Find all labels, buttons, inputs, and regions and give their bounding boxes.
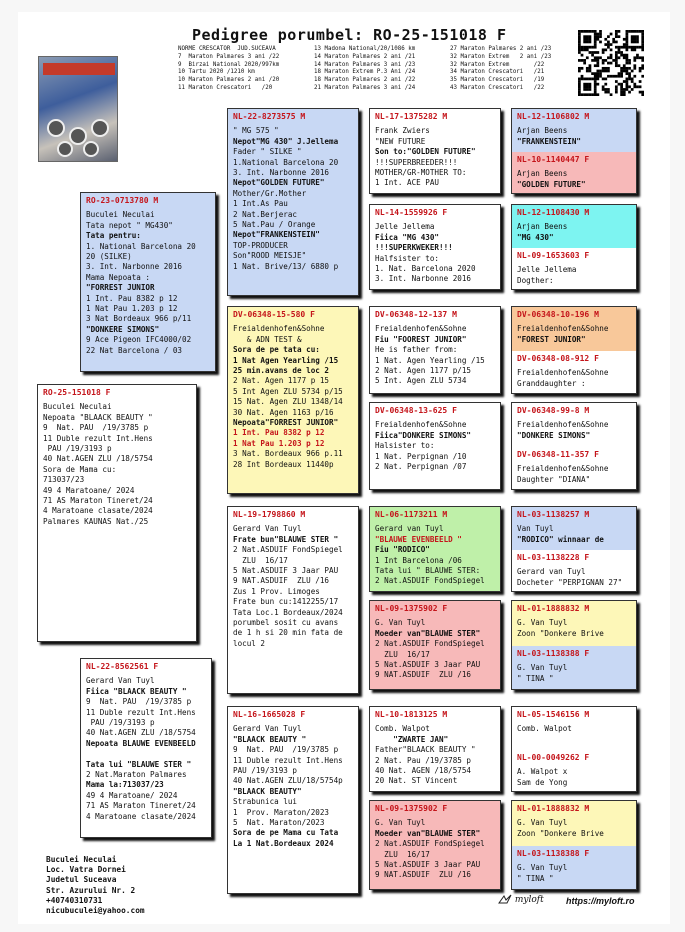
page-title: Pedigree porumbel: RO-25-151018 F bbox=[192, 26, 507, 44]
contact-line: Loc. Vatra Dornei bbox=[46, 865, 126, 875]
ring-number: DV-06348-11-357 F bbox=[517, 450, 599, 459]
pedigree-line: Fader " SILKE " bbox=[233, 147, 302, 157]
pedigree-line: Gerard van Tuyl bbox=[517, 567, 586, 577]
pedigree-line: Fiica "MG 430" bbox=[375, 232, 440, 242]
result-line: 11 Maraton Crescatori /20 bbox=[178, 84, 273, 91]
ggp-sire-card bbox=[512, 403, 636, 447]
pedigree-line: 9 Nat. PAU /19/3785 p bbox=[43, 423, 149, 433]
pedigree-line: Zoon "Donkere Brive bbox=[517, 828, 604, 838]
ggp-dam-card bbox=[512, 447, 636, 490]
pedigree-line: 1 Prov. Maraton/2023 bbox=[233, 807, 330, 817]
dam-sire-card bbox=[227, 506, 359, 694]
pedigree-line: PAU /19/3193 p bbox=[86, 718, 155, 728]
pedigree-line: 5 Nat.ASDUIF 3 Jaar PAU bbox=[233, 566, 339, 576]
contact-line: Buculei Neculai bbox=[46, 855, 117, 864]
result-line: 43 Maraton Crescatori /22 bbox=[450, 84, 545, 91]
pedigree-line: 20 Nat. ST Vincent bbox=[375, 776, 458, 786]
pedigree-line: 3 Nat Bordeaux 966 p/11 bbox=[86, 314, 192, 324]
pedigree-line: "GOLDEN FUTURE" bbox=[517, 179, 586, 189]
pedigree-line: Sora de Mama cu: bbox=[43, 464, 117, 474]
pedigree-line: Tata lui " BLAUWE STER: bbox=[375, 566, 481, 576]
pedigree-line: ZLU 16/17 bbox=[375, 849, 430, 859]
pedigree-line: Jelle Jellema bbox=[517, 265, 577, 275]
pedigree-line: 5 Nat.Pau / Orange bbox=[233, 220, 316, 230]
pedigree-line: " MG 575 " bbox=[233, 126, 279, 136]
ring-number: NL-16-1665028 F bbox=[233, 710, 306, 719]
pedigree-line: G. Van Tuyl bbox=[375, 618, 426, 628]
ggp-dam-card bbox=[512, 550, 636, 592]
result-line: NORME CRESCATOR JUD.SUCEAVA bbox=[178, 46, 276, 52]
pedigree-line: Freialdenhofen&Sohne bbox=[375, 324, 467, 334]
pedigree-line: G. Van Tuyl bbox=[517, 618, 568, 628]
pedigree-line: Palmares KAUNAS Nat./25 bbox=[43, 516, 149, 526]
pedigree-line: Tata pentru: bbox=[86, 231, 141, 241]
ring-number: NL-05-1546156 M bbox=[517, 710, 590, 719]
pedigree-line: Freialdenhofen&Sohne bbox=[517, 464, 609, 474]
result-line: 18 Maraton Palmares 2 ani /22 bbox=[314, 77, 416, 84]
sds-card bbox=[369, 306, 501, 394]
pedigree-line: 2 Nat.ASDUIF FondSpiegel bbox=[233, 545, 343, 555]
result-line: 10 Maraton Palmares 2 ani /20 bbox=[178, 77, 280, 84]
pedigree-line: "ZWARTE JAN" bbox=[375, 734, 449, 744]
pedigree-line: Van Tuyl bbox=[517, 524, 554, 534]
pedigree-line: 1. National Barcelona 20 bbox=[86, 241, 196, 251]
pedigree-line: 713037/23 bbox=[43, 475, 85, 485]
result-line: 21 Maraton Palmares 3 ani /24 bbox=[314, 84, 416, 91]
pedigree-line: 4 Maratoane clasate/2024 bbox=[86, 811, 196, 821]
pedigree-line: Son to:"GOLDEN FUTURE" bbox=[375, 147, 476, 157]
pedigree-line: Dogther: bbox=[517, 275, 554, 285]
ring-number: NL-10-1140447 F bbox=[517, 155, 590, 164]
ring-number: NL-09-1375902 F bbox=[375, 604, 448, 613]
pedigree-line: "BLAACK BEAUTY " bbox=[233, 734, 307, 744]
pedigree-line: Gerard Van Tuyl bbox=[86, 676, 155, 686]
ggp-dam-card bbox=[512, 750, 636, 792]
pedigree-line: 2 Nat.Maraton Palmares bbox=[86, 770, 187, 780]
pedigree-line: !!!SUPERBREEDER!!! bbox=[375, 157, 458, 167]
pedigree-line: Fiu "RODICO" bbox=[375, 545, 430, 555]
brand-logo-text: myloft bbox=[514, 895, 544, 905]
ggp-dam-card bbox=[512, 846, 636, 890]
ggp-sire-card bbox=[512, 205, 636, 248]
sss-card bbox=[369, 108, 501, 194]
ring-number: DV-06348-15-580 F bbox=[233, 310, 315, 319]
pedigree-line: Freialdenhofen&Sohne bbox=[375, 420, 467, 430]
pedigree-line: 9 NAT.ASDUIF ZLU /16 bbox=[375, 670, 472, 680]
pedigree-line: 3. Int. Narbonne 2016 bbox=[375, 274, 472, 284]
result-line: 14 Maraton Palmares 3 ani /23 bbox=[314, 61, 416, 68]
ggp-pair-5 bbox=[511, 506, 637, 592]
pedigree-line: 28 Int Bordeaux 11440p bbox=[233, 459, 334, 469]
sire-dam-card bbox=[227, 306, 359, 494]
pedigree-line: MOTHER/GR-MOTHER TO: bbox=[375, 168, 467, 178]
ring-number: NL-03-1138257 M bbox=[517, 510, 590, 519]
pedigree-line: Arjan Beens bbox=[517, 222, 568, 232]
pedigree-line: PAU /19/3193 p bbox=[43, 444, 112, 454]
result-line: 9 Birzai National 2020/997km bbox=[178, 61, 280, 68]
pedigree-line: Freialdenhofen&Sohne bbox=[233, 324, 325, 334]
dam-dam-card bbox=[227, 706, 359, 894]
pedigree-line: de 1 h si 20 min fata de bbox=[233, 628, 343, 638]
pedigree-line: Docheter "PERPIGNAN 27" bbox=[517, 577, 623, 587]
results-block bbox=[178, 46, 573, 91]
pedigree-line: Halsister to: bbox=[375, 441, 435, 451]
pedigree-line: 5 Nat.ASDUIF 3 Jaar PAU bbox=[375, 660, 481, 670]
pedigree-line: Nepot"GOLDEN FUTURE" bbox=[233, 178, 325, 188]
pedigree-line: 5 Int Agen ZLU 5734 p/15 bbox=[233, 386, 343, 396]
pedigree-line: Gerard Van Tuyl bbox=[233, 524, 302, 534]
pedigree-line: A. Walpot x bbox=[517, 767, 568, 777]
pedigree-line: 5 Nat.ASDUIF 3 Jaar PAU bbox=[375, 860, 481, 870]
pedigree-line: G. Van Tuyl bbox=[517, 863, 568, 873]
pedigree-line: Nepoata "BLAACK BEAUTY " bbox=[43, 412, 153, 422]
ring-number: DV-06348-99-8 M bbox=[517, 406, 590, 415]
pedigree-line: 40 Nat. AGEN /18/5754 bbox=[375, 766, 472, 776]
pedigree-line: 71 AS Maraton Tineret/24 bbox=[43, 496, 153, 506]
ring-number: DV-06348-10-196 M bbox=[517, 310, 599, 319]
pedigree-line: 30 Nat. Agen 1163 p/16 bbox=[233, 407, 334, 417]
pedigree-line: 2 Nat.ASDUIF FondSpiegel bbox=[375, 639, 485, 649]
pedigree-line: 1.National Barcelona 20 bbox=[233, 157, 339, 167]
pedigree-line: Comb. Walpot bbox=[375, 724, 430, 734]
pedigree-line: La 1 Nat.Bordeaux 2024 bbox=[233, 838, 334, 848]
ring-number: RO-23-0713780 M bbox=[86, 196, 159, 205]
pedigree-line: Nepoata BLAUWE EVENBEELD bbox=[86, 738, 196, 748]
pedigree-line: Arjan Beens bbox=[517, 126, 568, 136]
ring-number: NL-03-1138228 F bbox=[517, 553, 590, 562]
result-line: 10 Tartu 2020 /1210 km bbox=[178, 69, 255, 76]
pedigree-line: 1 Nat. Perpignan /10 bbox=[375, 451, 467, 461]
qr-code-icon bbox=[578, 30, 644, 96]
ggp-dam-card bbox=[512, 646, 636, 690]
pedigree-line: " TINA " bbox=[517, 673, 554, 683]
pedigree-line: 9 Nat. PAU /19/3785 p bbox=[233, 745, 339, 755]
pedigree-line: Fiica "BLAACK BEAUTY " bbox=[86, 686, 187, 696]
pedigree-line: 1 Int. Pau 8382 p 12 bbox=[233, 428, 325, 438]
pedigree-line: Jelle Jellema bbox=[375, 222, 435, 232]
pedigree-line: "FOREST JUNIOR" bbox=[517, 334, 586, 344]
dss-card bbox=[369, 506, 501, 592]
pedigree-line: Nepoata"FORREST JUNIOR" bbox=[233, 418, 339, 428]
ggp-dam-card bbox=[512, 248, 636, 290]
pedigree-line: Halfsister to: bbox=[375, 253, 440, 263]
pedigree-line: PAU /19/3193 p bbox=[233, 766, 298, 776]
pedigree-line: Frate bun cu:1412255/17 bbox=[233, 597, 339, 607]
pedigree-line: "DONKERE SIMONS" bbox=[86, 324, 160, 334]
pedigree-line: Sam de Yong bbox=[517, 777, 568, 787]
pedigree-line: 49 4 Maratoane/ 2024 bbox=[43, 485, 135, 495]
pedigree-line: "DONKERE SIMONS" bbox=[517, 430, 591, 440]
pedigree-line: & ADN TEST & bbox=[233, 334, 302, 344]
pedigree-line: 2 Nat. Agen 1177 p/15 bbox=[375, 366, 472, 376]
ring-number: NL-09-1653603 F bbox=[517, 251, 590, 260]
pedigree-line: Freialdenhofen&Sohne bbox=[517, 420, 609, 430]
pedigree-line: 40 Nat.AGEN ZLU /18/5754 bbox=[43, 454, 153, 464]
sdd-card bbox=[369, 402, 501, 490]
results-column-2 bbox=[314, 46, 415, 93]
loft-photo bbox=[38, 56, 118, 162]
pedigree-line: "BLAUWE EVENBEELD " bbox=[375, 534, 462, 544]
pedigree-line: 2 Nat.Berjerac bbox=[233, 209, 298, 219]
pedigree-line: Arjan Beens bbox=[517, 169, 568, 179]
ring-number: NL-17-1375282 M bbox=[375, 112, 448, 121]
pedigree-line: 1. Nat. Barcelona 2020 bbox=[375, 264, 476, 274]
pedigree-line: Gerard Van Tuyl bbox=[233, 724, 302, 734]
ring-number: DV-06348-12-137 M bbox=[375, 310, 457, 319]
ring-number: NL-09-1375902 F bbox=[375, 804, 448, 813]
breeder-contact bbox=[46, 855, 145, 916]
pedigree-line: 9 Ace Pigeon IFC4000/02 bbox=[86, 335, 192, 345]
pedigree-line: Moeder van"BLAUWE STER" bbox=[375, 628, 481, 638]
pedigree-line: Nepot"MG 430" J.Jellema bbox=[233, 136, 339, 146]
pedigree-line: TOP-PRODUCER bbox=[233, 240, 288, 250]
result-line: 27 Maraton Palmares 2 ani /23 bbox=[450, 46, 552, 52]
pedigree-line: Fiica"DONKERE SIMONS" bbox=[375, 430, 472, 440]
pedigree-line: " TINA " bbox=[517, 873, 554, 883]
pedigree-line: 20 (SILKE) bbox=[86, 252, 132, 262]
pedigree-line: Tata nepot " MG430" bbox=[86, 220, 173, 230]
pedigree-line: Strabunica lui bbox=[233, 797, 298, 807]
ggp-pair-3 bbox=[511, 306, 637, 394]
pedigree-line: 25 min.avans de loc 2 bbox=[233, 366, 330, 376]
pedigree-line: Granddaughter : bbox=[517, 378, 586, 388]
pedigree-line: 40 Nat.AGEN ZLU/18/5754p bbox=[233, 776, 343, 786]
pedigree-line: Gerard van Tuyl bbox=[375, 524, 444, 534]
pedigree-line: G. Van Tuyl bbox=[517, 818, 568, 828]
ssd-card bbox=[369, 204, 501, 290]
result-line: 18 Maraton Extrem P.3 Ani /24 bbox=[314, 69, 416, 76]
ggp-pair-7 bbox=[511, 706, 637, 792]
pedigree-line: 11 Duble rezult Int.Hens bbox=[233, 755, 343, 765]
pedigree-line: 1 Nat Pau 1.203 p 12 bbox=[86, 304, 178, 314]
result-line: 35 Maraton Crescatori /19 bbox=[450, 77, 545, 84]
pedigree-line: porumbel sosit cu avans bbox=[233, 618, 339, 628]
ring-number: NL-01-1888832 M bbox=[517, 804, 590, 813]
ring-number: NL-06-1173211 M bbox=[375, 510, 448, 519]
ring-number: NL-03-1138388 F bbox=[517, 849, 590, 858]
result-line: 13 Madona National/20/1086 km bbox=[314, 46, 416, 52]
pedigree-line: G. Van Tuyl bbox=[517, 663, 568, 673]
ring-number: DV-06348-08-912 F bbox=[517, 354, 599, 363]
sire-sire-card bbox=[227, 108, 359, 296]
pedigree-line: Frank Zwiers bbox=[375, 126, 430, 136]
ggp-sire-card bbox=[512, 307, 636, 351]
pedigree-line: 9 NAT.ASDUIF ZLU /16 bbox=[375, 870, 472, 880]
pedigree-line: Freialdenhofen&Sohne bbox=[517, 368, 609, 378]
ggp-sire-card bbox=[512, 109, 636, 152]
contact-line: nicubuculei@yahoo.com bbox=[46, 906, 145, 916]
pedigree-line: 2 Nat.ASDUIF FondSpiegel bbox=[375, 839, 485, 849]
ggp-sire-card bbox=[512, 707, 636, 750]
ring-number: NL-00-0049262 F bbox=[517, 753, 590, 762]
pedigree-line: 4 Maratoane clasate/2024 bbox=[43, 506, 153, 516]
pedigree-line bbox=[86, 749, 206, 759]
pedigree-line: Buculei Neculai bbox=[43, 402, 112, 412]
pedigree-line: 2 Nat.ASDUIF FondSpiegel bbox=[375, 576, 485, 586]
result-line: 32 Maraton Extrem 2 ani /23 bbox=[450, 53, 552, 60]
pedigree-line: 22 Nat Barcelona / 03 bbox=[86, 345, 183, 355]
result-line: 32 Maraton Extrem /22 bbox=[450, 61, 545, 68]
pedigree-line: locul 2 bbox=[233, 638, 266, 648]
pedigree-line: 1 Int Barcelona /06 bbox=[375, 555, 462, 565]
pedigree-line: 40 Nat.AGEN ZLU /18/5754 bbox=[86, 728, 196, 738]
ggp-pair-2 bbox=[511, 204, 637, 290]
pedigree-line: Sora de pe tata cu: bbox=[233, 345, 320, 355]
pedigree-line: G. Van Tuyl bbox=[375, 818, 426, 828]
brand-url[interactable]: https://myloft.ro bbox=[566, 896, 635, 906]
pedigree-line: Frate bun"BLAUWE STER " bbox=[233, 534, 339, 544]
pedigree-line: ZLU 16/17 bbox=[375, 649, 430, 659]
pedigree-line: Mama la:713037/23 bbox=[86, 780, 164, 790]
contact-line: +40740310731 bbox=[46, 895, 103, 905]
pedigree-line: 15 Nat. Agen ZLU 1348/14 bbox=[233, 397, 343, 407]
pedigree-line: Daughter "DIANA" bbox=[517, 474, 591, 484]
pedigree-line: 1 Nat Pau 1.203 p 12 bbox=[233, 438, 325, 448]
ggp-sire-card bbox=[512, 801, 636, 846]
results-column-3 bbox=[450, 46, 551, 93]
ring-number: NL-19-1798860 M bbox=[233, 510, 306, 519]
ggp-pair-8 bbox=[511, 800, 637, 890]
ggp-sire-card bbox=[512, 601, 636, 646]
ring-number: NL-14-1559926 F bbox=[375, 208, 448, 217]
ring-number: RO-25-151018 F bbox=[43, 388, 111, 397]
pedigree-line: "FORREST JUNIOR bbox=[86, 283, 155, 293]
pedigree-line: 1 Int. ACE PAU bbox=[375, 178, 440, 188]
pedigree-line: !!!SUPERKWEKER!!! bbox=[375, 243, 453, 253]
pedigree-line: 2 Nat. Perpignan /07 bbox=[375, 462, 467, 472]
ring-number: NL-12-1108430 M bbox=[517, 208, 590, 217]
pedigree-line: Comb. Walpot bbox=[517, 724, 572, 734]
pedigree-line: Nepot"FRANKENSTEIN" bbox=[233, 230, 320, 240]
pedigree-line: "FRANKENSTEIN" bbox=[517, 136, 582, 146]
ring-number: DV-06348-13-625 F bbox=[375, 406, 457, 415]
result-line: 14 Maraton Palmares 2 ani /21 bbox=[314, 53, 416, 60]
pedigree-line: 3 Nat. Bordeaux 966 p.11 bbox=[233, 449, 343, 459]
ggp-pair-4 bbox=[511, 402, 637, 490]
pedigree-line: Father"BLAACK BEAUTY " bbox=[375, 745, 476, 755]
pedigree-line: Zoon "Donkere Brive bbox=[517, 628, 604, 638]
pedigree-line: 5 Nat. Maraton/2023 bbox=[233, 818, 325, 828]
pedigree-line: 9 Nat. PAU /19/3785 p bbox=[86, 697, 192, 707]
pedigree-line: 1 Int.As Pau bbox=[233, 199, 288, 209]
dds-card bbox=[369, 706, 501, 792]
pedigree-line: Mother/Gr.Mother bbox=[233, 188, 307, 198]
pedigree-line: 1 Nat. Agen Yearling /15 bbox=[375, 355, 485, 365]
results-column-1 bbox=[178, 46, 279, 93]
pedigree-line: 5 Int. Agen ZLU 5734 bbox=[375, 376, 467, 386]
pedigree-line: "RODICO" winnaar de bbox=[517, 534, 604, 544]
pedigree-line: "NEW FUTURE bbox=[375, 136, 426, 146]
pedigree-line: ZLU 16/17 bbox=[233, 555, 288, 565]
dam-card bbox=[80, 658, 212, 838]
pedigree-line: Sora de pe Mama cu Tata bbox=[233, 828, 339, 838]
pedigree-line: 1 Int. Pau 8382 p 12 bbox=[86, 293, 178, 303]
ggp-dam-card bbox=[512, 351, 636, 394]
subject-card bbox=[37, 384, 197, 642]
ggp-dam-card bbox=[512, 152, 636, 194]
ring-number: NL-22-8273575 M bbox=[233, 112, 306, 121]
pedigree-line: Freialdenhofen&Sohne bbox=[517, 324, 609, 334]
dsd-card bbox=[369, 600, 501, 690]
pedigree-line: 49 4 Maratoane/ 2024 bbox=[86, 790, 178, 800]
pedigree-line: 71 AS Maraton Tineret/24 bbox=[86, 801, 196, 811]
pedigree-line: Moeder van"BLAUWE STER" bbox=[375, 828, 481, 838]
result-line: 7 Maraton Palmares 3 ani /22 bbox=[178, 53, 280, 60]
contact-line: Str. Azurului Nr. 2 bbox=[46, 885, 136, 895]
pedigree-line: 3. Int. Narbonne 2016 bbox=[233, 168, 330, 178]
ggp-pair-6 bbox=[511, 600, 637, 690]
pedigree-line: "MG 430" bbox=[517, 232, 554, 242]
ggp-pair-1 bbox=[511, 108, 637, 194]
pedigree-line: 2 Nat. Agen 1177 p 15 bbox=[233, 376, 330, 386]
pedigree-line: 3. Int. Narbonne 2016 bbox=[86, 262, 183, 272]
ggp-sire-card bbox=[512, 507, 636, 550]
pedigree-line: 2 Nat. Pau /19/3785 p bbox=[375, 755, 472, 765]
pedigree-line: He is father from: bbox=[375, 345, 458, 355]
pedigree-line: Tata lui "BLAUWE STER " bbox=[86, 759, 192, 769]
pedigree-line: 11 Duble rezult Int.Hens bbox=[86, 707, 196, 717]
myloft-bird-icon bbox=[498, 894, 544, 905]
pedigree-line: Mama Nepoata : bbox=[86, 272, 151, 282]
sire-card bbox=[80, 192, 216, 372]
pedigree-line: 1 Nat. Brive/13/ 6880 p bbox=[233, 261, 339, 271]
ring-number: NL-22-8562561 F bbox=[86, 662, 159, 671]
ring-number: NL-12-1106802 M bbox=[517, 112, 590, 121]
pedigree-line: "BLAACK BEAUTY" bbox=[233, 786, 302, 796]
pedigree-line: 9 NAT.ASDUIF ZLU /16 bbox=[233, 576, 330, 586]
pedigree-line: 11 Duble rezult Int.Hens bbox=[43, 433, 153, 443]
pedigree-line: Buculei Neculai bbox=[86, 210, 155, 220]
pedigree-line: Zus 1 Prov. Limoges bbox=[233, 586, 320, 596]
contact-line: Judetul Suceava bbox=[46, 875, 117, 885]
result-line: 34 Maraton Crescatori /21 bbox=[450, 69, 545, 76]
pedigree-line: Tata Loc.1 Bordeaux/2024 bbox=[233, 607, 343, 617]
pedigree-line: 1 Nat Agen Yearling /15 bbox=[233, 355, 339, 365]
ddd-card bbox=[369, 800, 501, 890]
ring-number: NL-03-1138388 F bbox=[517, 649, 590, 658]
ring-number: NL-10-1813125 M bbox=[375, 710, 448, 719]
pedigree-line: Fiu "FOOREST JUNIOR" bbox=[375, 334, 467, 344]
pedigree-line: Son"ROOD MEISJE" bbox=[233, 251, 307, 261]
ring-number: NL-01-1888832 M bbox=[517, 604, 590, 613]
